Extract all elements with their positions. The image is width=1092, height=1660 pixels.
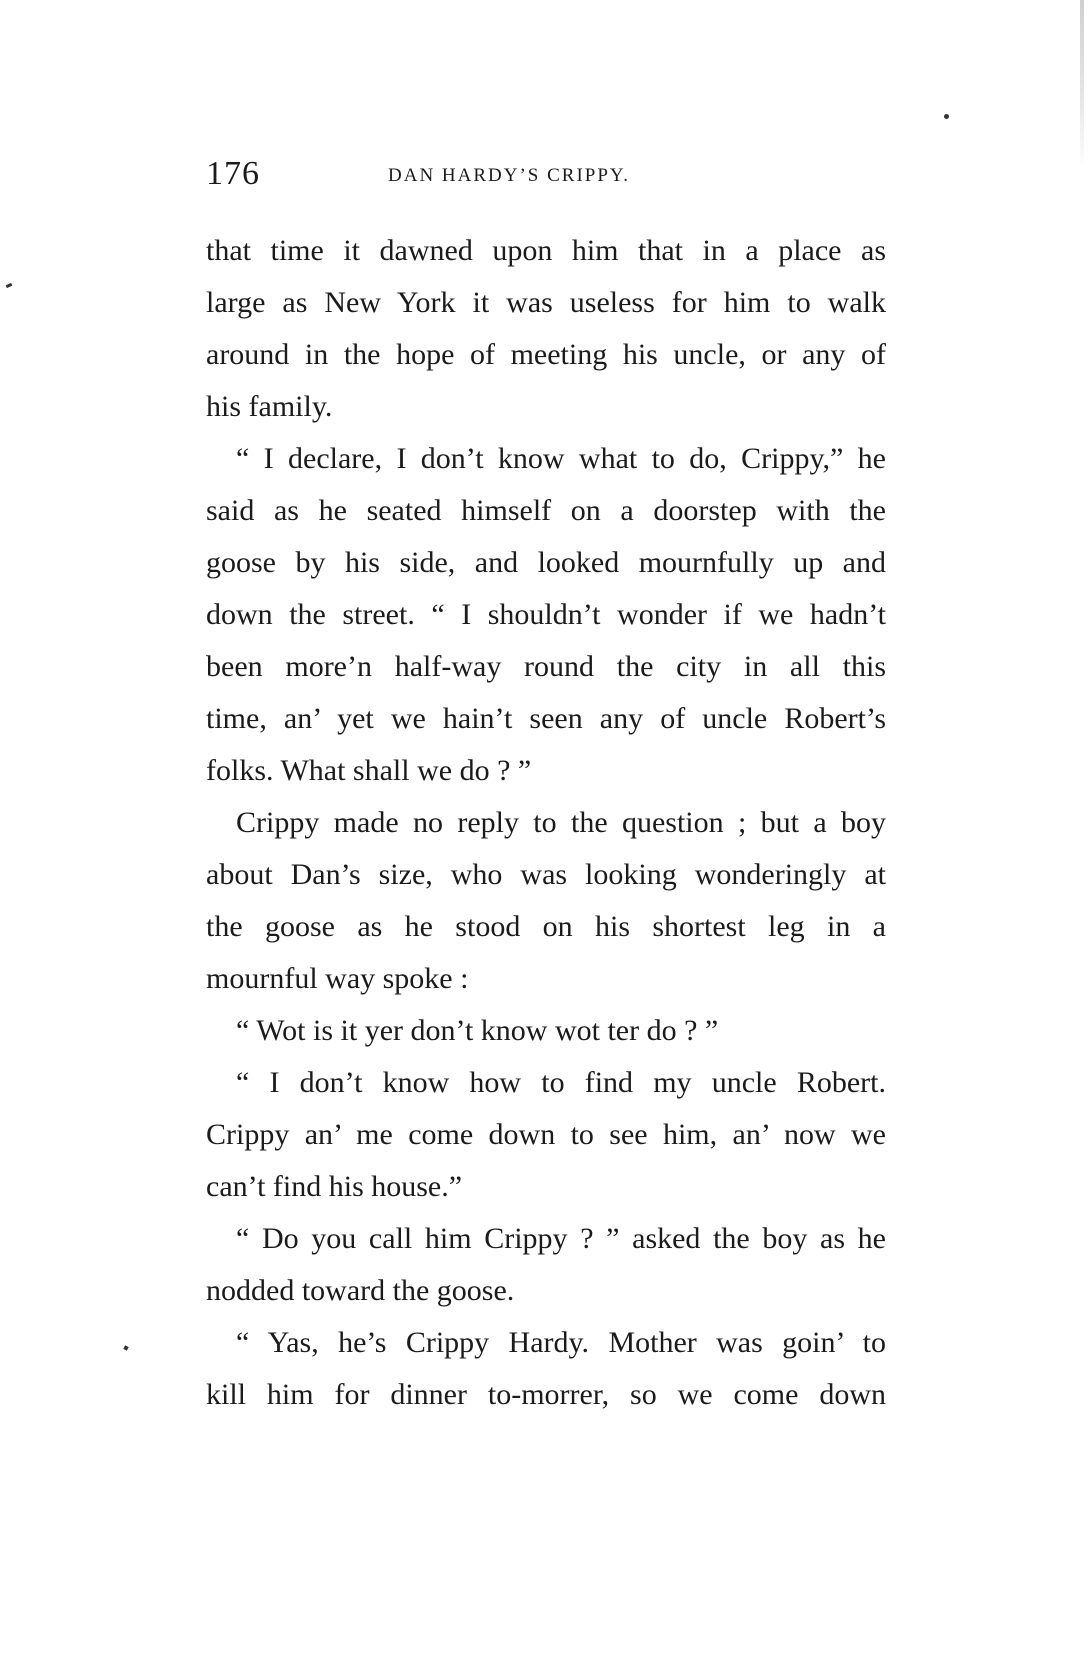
text-line: nodded toward the goose. [206,1274,515,1307]
text-line: that time it dawned upon him that in a place as [206,234,886,267]
body-text [206,225,886,1421]
text-line: Crippy made no reply to the question ; but a boy [236,806,886,839]
text-line: goose by his side, and looked mournfully up and [206,546,886,579]
text-line: “ Yas, he’s Crippy Hardy. Mother was goin’ to [236,1326,886,1359]
text-line: mournful way spoke : [206,962,469,995]
text-line: Crippy an’ me come down to see him, an’ now we [206,1118,886,1151]
text-line: the goose as he stood on his shortest leg in a [206,910,886,943]
text-line: his family. [206,390,333,423]
page-number: 176 [206,155,260,192]
stray-mark-lower-left [123,1345,128,1350]
page-header [206,155,726,195]
text-line: around in the hope of meeting his uncle, or any of [206,338,886,371]
text-line: “ Wot is it yer don’t know wot ter do ? ” [236,1014,719,1047]
text-line: been more’n half-way round the city in all this [206,650,886,683]
running-head: DAN HARDY’S CRIPPY. [388,165,630,186]
page-edge-shadow [1080,0,1084,170]
stray-mark-left [6,283,13,288]
text-line: “ Do you call him Crippy ? ” asked the boy as he [236,1222,886,1255]
text-line: “ I declare, I don’t know what to do, Crippy,” he [236,442,886,475]
text-line: said as he seated himself on a doorstep with the [206,494,886,527]
text-line: can’t find his house.” [206,1170,463,1203]
text-line: folks. What shall we do ? ” [206,754,532,787]
text-line: about Dan’s size, who was looking wonderingly at [206,858,886,891]
text-line: “ I don’t know how to find my uncle Robert. [236,1066,886,1099]
text-line: kill him for dinner to-morrer, so we come down [206,1378,886,1411]
text-line: down the street. “ I shouldn’t wonder if we hadn’t [206,598,886,631]
text-line: large as New York it was useless for him to walk [206,286,886,319]
stray-mark-top-right [944,114,949,119]
text-line: time, an’ yet we hain’t seen any of uncle Robert’s [206,702,886,735]
